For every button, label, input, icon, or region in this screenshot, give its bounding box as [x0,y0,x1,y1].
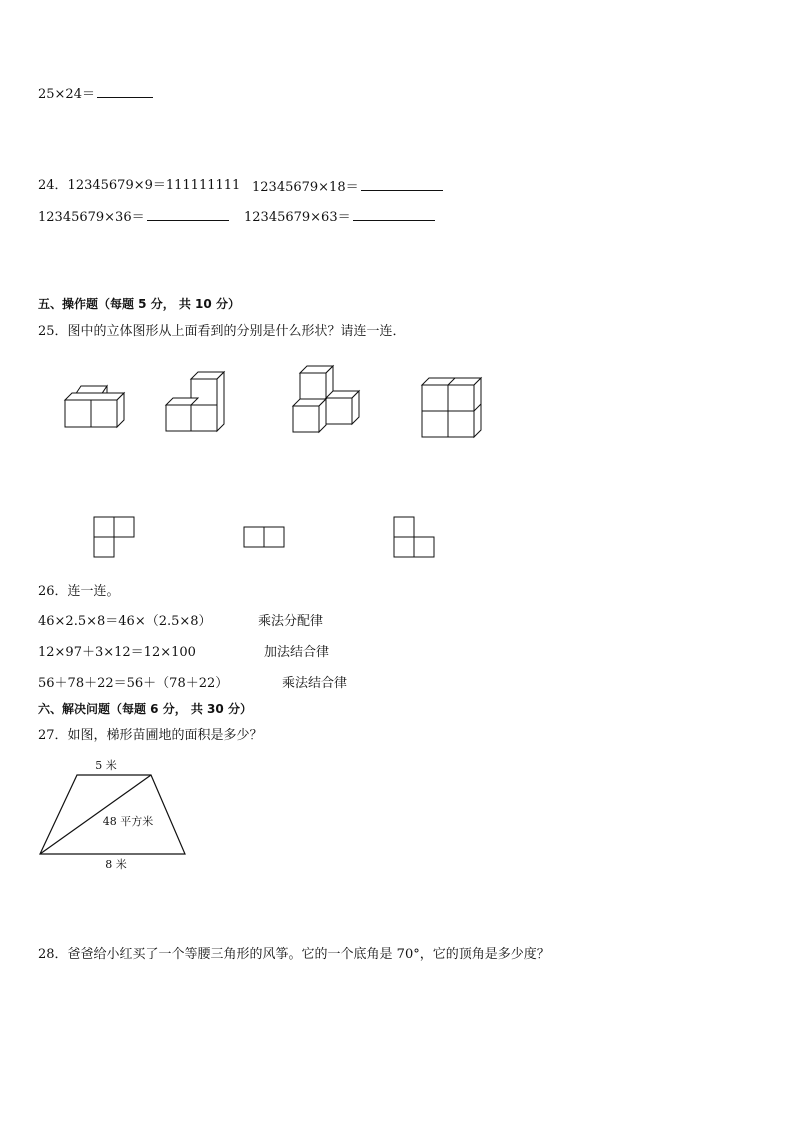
q23-expression: 25×24＝ [38,87,95,102]
trapezoid-diagonal [40,775,151,854]
section6-title: 六、解决问题（每题 6 分， 共 30 分） [38,702,252,716]
top-view-b[interactable] [244,527,284,547]
q24-eq3 [244,208,435,226]
trapezoid-top-label: 5 米 [95,759,117,772]
q24-eq1-blank[interactable] [361,178,443,191]
q28-text: 28．爸爸给小红买了一个等腰三角形的风筝。它的一个底角是 70°，它的顶角是多少度？ [38,947,550,962]
q26-title: 26．连一连。 [38,584,120,599]
q27-text: 27．如图，梯形苗圃地的面积是多少？ [38,728,263,743]
trapezoid-shape [40,775,185,854]
trapezoid-bottom-label: 8 米 [105,858,127,871]
q26-left-3[interactable]: 56＋78＋22＝56＋（78＋22） [38,676,229,691]
q26-left-1[interactable]: 46×2.5×8＝46×（2.5×8） [38,614,212,629]
q23-answer-blank[interactable] [97,85,153,98]
solid-2[interactable] [166,372,224,431]
q26-right-1[interactable]: 乘法分配律 [258,614,324,629]
section5-title: 五、操作题（每题 5 分， 共 10 分） [38,297,240,311]
q23-equation [38,85,153,103]
q26-right-2[interactable]: 加法结合律 [264,645,330,660]
solid-3[interactable] [293,366,359,432]
solid-1[interactable] [65,386,124,427]
q24-eq1-text: 12345679×18＝ [252,180,359,195]
q25-text: 25．图中的立体图形从上面看到的分别是什么形状？请连一连． [38,324,406,339]
q24-eq3-blank[interactable] [353,208,435,221]
solid-4[interactable] [422,378,481,437]
q24-eq1 [252,178,443,196]
q26-right-3[interactable]: 乘法结合律 [282,676,348,691]
trapezoid-area-label: 48 平方米 [102,815,154,828]
q24-stem-text: 24．12345679×9＝111111111 [38,178,241,193]
q24-eq2-text: 12345679×36＝ [38,210,145,225]
q24-eq3-text: 12345679×63＝ [244,210,351,225]
q24-eq2 [38,208,229,226]
top-view-c[interactable] [394,517,434,557]
top-view-a[interactable] [94,517,134,557]
q24-stem [38,178,240,194]
q24-eq2-blank[interactable] [147,208,229,221]
q26-left-2[interactable]: 12×97＋3×12＝12×100 [38,645,196,660]
